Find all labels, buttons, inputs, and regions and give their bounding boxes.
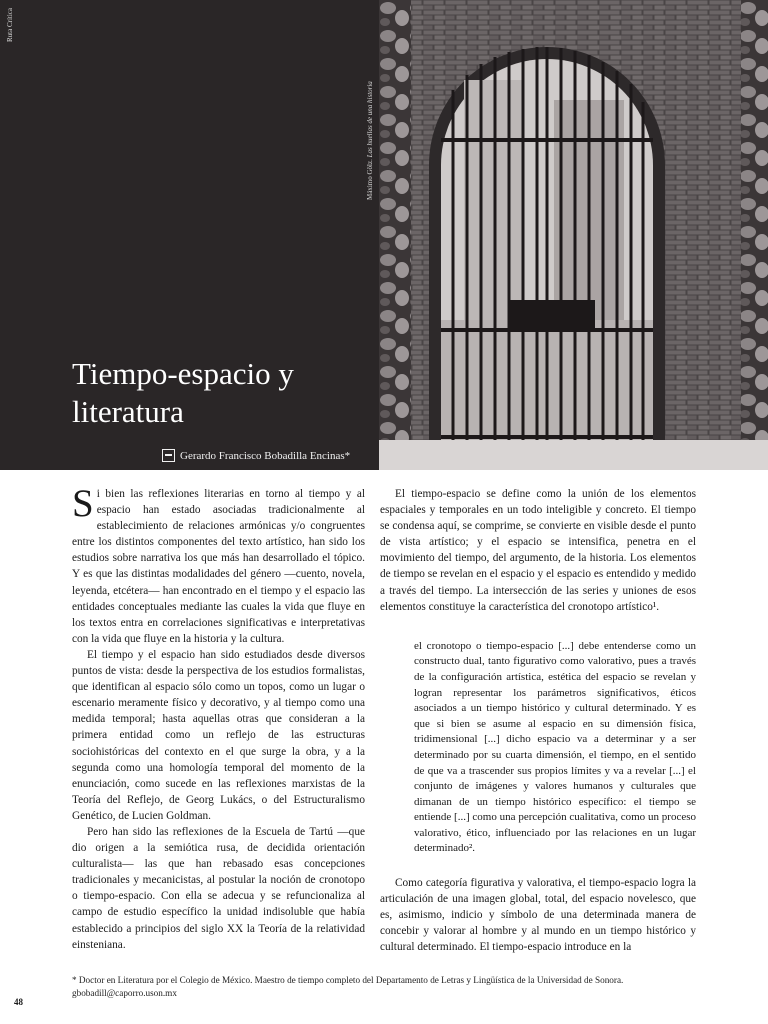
author-icon <box>162 449 175 462</box>
photo-caption <box>366 10 374 200</box>
author-byline <box>162 449 350 462</box>
paragraph-5: Como categoría figurativa y valorativa, el tiempo-espacio logra la articulación de una imagen global, total, del espacio novelesco, que es, asimismo, indicio y símbolo de una determinada manera de concebir y valorar al hombre y al mundo en un tiempo histórico y cultural determinado. El tiempo-espacio introduce en la <box>380 877 696 954</box>
gate-photo <box>379 0 768 470</box>
photo-credit: Máximo Gölz. <box>366 159 374 200</box>
text-column-left <box>72 482 365 953</box>
author-name: Gerardo Francisco Bobadilla Encinas* <box>180 449 351 462</box>
journal-name: Ruta Crítica <box>6 8 14 43</box>
footnote-email[interactable]: gbobadill@caporro.uson.mx <box>72 988 177 998</box>
text-column-right <box>380 486 696 956</box>
paragraph-1 <box>72 482 365 647</box>
article-title: Tiempo-espacio y literatura <box>72 356 294 429</box>
drop-cap: S <box>72 482 94 525</box>
footnote-text: * Doctor en Literatura por el Colegio de México. Maestro de tiempo completo del Departamento de Letras y Lingüística de la Universidad de Sonora. <box>72 975 624 985</box>
paragraph-3: Pero han sido las reflexiones de la Escuela de Tartú —que dio origen a la semiótica rusa, de decidida orientación culturalista— las que han rebasado esas concepciones tradicionales y mecanicistas, al postular la noción de cronotopo o tiempo-espacio. Con ella se adecua y se refuncionaliza al campo de estudio específico la unidad indisoluble que había establecido a principios del siglo XX la Teoría de la relatividad einsteniana. <box>72 825 365 951</box>
block-quote: el cronotopo o tiempo-espacio [...] debe entenderse como un constructo dual, tanto figurativo como valorativo, pues a través de la configuración artística, estética del espacio se revelan y logran representar los parámetros significativos, éticos asociados a un tiempo histórico y cultural determinado. Y es que si bien se asume al espacio en su dimensión física, tridimensional [...] dicho espacio va a determinar y a ser determinado por su cuarta dimensión, el tiempo, en el sentido de que va a trascender sus propios límites y va a revelar [...] el conjunto de imágenes y valores humanos y culturales que dimanan de un tiempo histórico específico: el tiempo se entiende [...] como una percepción cualitativa, como un proceso valorativo, ético, influenciado por las relaciones en un lugar determinado². <box>414 639 696 855</box>
paragraph-2: El tiempo y el espacio han sido estudiados desde diversos puntos de vista: desde la perspectiva de los estudios formalistas, que identifican al espacio sólo como un topos, como un lugar o escenario meramente físico y decorativo, y al tiempo como una medida temporal; hasta aquellas otras que consideran a la primera entidad como un reflejo de las estructuras sociohistóricas del contexto en el que surge la obra, y a la segunda como una homología temporal del momento de la enunciación, como sucede en las reflexiones marxistas de la Teoría del Reflejo, de Georg Lukács, o del Estructuralismo Genético, de Lucien Goldman. <box>72 648 365 822</box>
page-number: 48 <box>14 997 23 1007</box>
paragraph-4: El tiempo-espacio se define como la unión de los elementos espaciales y temporales en un todo inteligible y concreto. El tiempo se condensa aquí, se comprime, se convierte en visible desde el punto de vista artístico; y el espacio se intensifica, penetra en el movimiento del tiempo, del argumento, de la historia. Los elementos de tiempo se revelan en el espacio y el espacio es entendido y medido a través del tiempo. La intersección de las series y uniones de esos elementos constituye la característica del cronotopo artístico¹. <box>380 488 696 613</box>
footnote <box>72 974 702 1000</box>
paragraph-1-text: i bien las reflexiones literarias en torno al tiempo y al espacio han estado asociadas tradicionalmente al establecimiento de relaciones armónicas y/o congruentes entre los distintos componentes del texto artístico, han sido los estudios sobre narrativa los que más han desarrollado el tópico. Y es que las distintas modalidades del género —cuento, novela, leyenda, etcétera— han encontrado en el tiempo y el espacio las entidades conceptuales mediante las cuales la vida que fluye en los textos entra en correlaciones significativas e interpretativas con la vida que fluye en la historia y la cultura. <box>72 488 365 645</box>
photo-title: Las huellas de una historia <box>366 81 374 158</box>
header-banner <box>0 0 768 470</box>
